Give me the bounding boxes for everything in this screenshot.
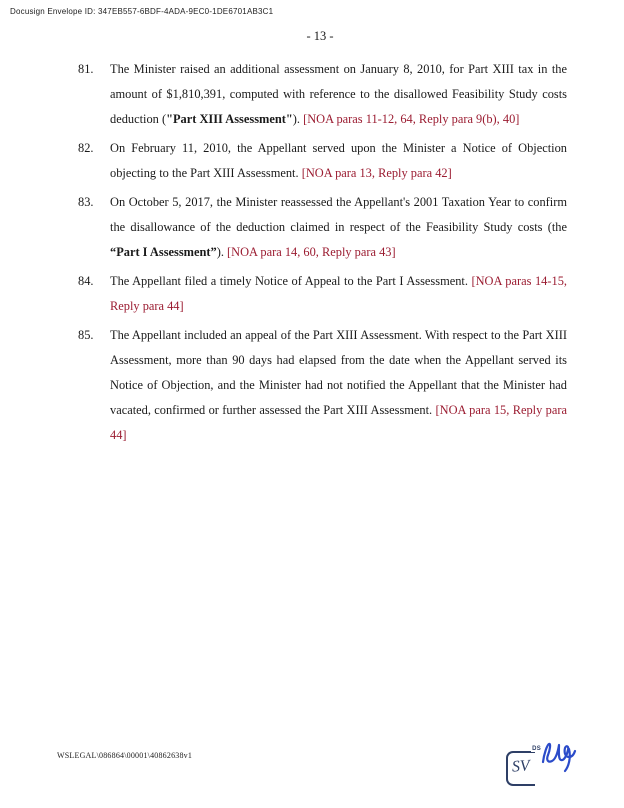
citation-reference: [NOA para 13, Reply para 42] [301,166,452,180]
paragraph-81 [78,57,567,132]
text-run: The Minister raised an additional assessment on January 8, 2010, for Part XIII tax in the amount of $1,810,391, computed with reference to the disallowed Feasibility Study costs deduction ( [110,62,567,126]
docusign-envelope-id: Docusign Envelope ID: 347EB557-6BDF-4ADA-9EC0-1DE6701AB3C1 [10,7,274,16]
citation-reference: [NOA paras 11-12, 64, Reply para 9(b), 40] [303,112,520,126]
text-run: ). [216,245,228,259]
text-run: The Appellant filed a timely Notice of Appeal to the Part I Assessment. [110,274,472,288]
handwritten-initials-icon [536,734,580,783]
citation-reference: [NOA para 15, Reply para 44] [110,403,567,442]
text-run: The Appellant included an appeal of the Part XIII Assessment. With respect to the Part XIII Assessment, more than 90 days had elapsed from the date when the Appellant served its Notice of Objection, and the Minister had not notified the Appellant that the Minister had vacated, confirmed or further assessed the Part XIII Assessment. [110,328,567,417]
paragraph-85 [78,323,567,448]
paragraph-82 [78,136,567,186]
paragraph-number: 82. [78,141,94,155]
docusign-initials-stamp [506,746,541,786]
page-number: - 13 - [306,29,334,43]
docusign-ds-icon: DS [532,746,541,752]
stamp-initials: SV [511,757,531,776]
citation-reference: [NOA paras 14-15, Reply para 44] [110,274,567,313]
document-body [78,57,567,452]
text-run-bold: "Part XIII Assessment" [166,112,293,126]
text-run: On October 5, 2017, the Minister reassessed the Appellant's 2001 Taxation Year to confirm the disallowance of the deduction claimed in respect of the Feasibility Study costs (the [110,195,567,234]
text-run-bold: “Part I Assessment” [110,245,217,259]
paragraph-number: 85. [78,328,94,342]
paragraph-number: 83. [78,195,94,209]
document-reference-number: WSLEGAL\086864\00001\40862638v1 [57,751,193,760]
text-run: On February 11, 2010, the Appellant served upon the Minister a Notice of Objection objecting to the Part XIII Assessment. [110,141,567,180]
text-run: ). [292,112,304,126]
paragraph-83 [78,190,567,265]
paragraph-number: 84. [78,274,94,288]
citation-reference: [NOA para 14, 60, Reply para 43] [227,245,396,259]
paragraph-84 [78,269,567,319]
paragraph-number: 81. [78,62,94,76]
